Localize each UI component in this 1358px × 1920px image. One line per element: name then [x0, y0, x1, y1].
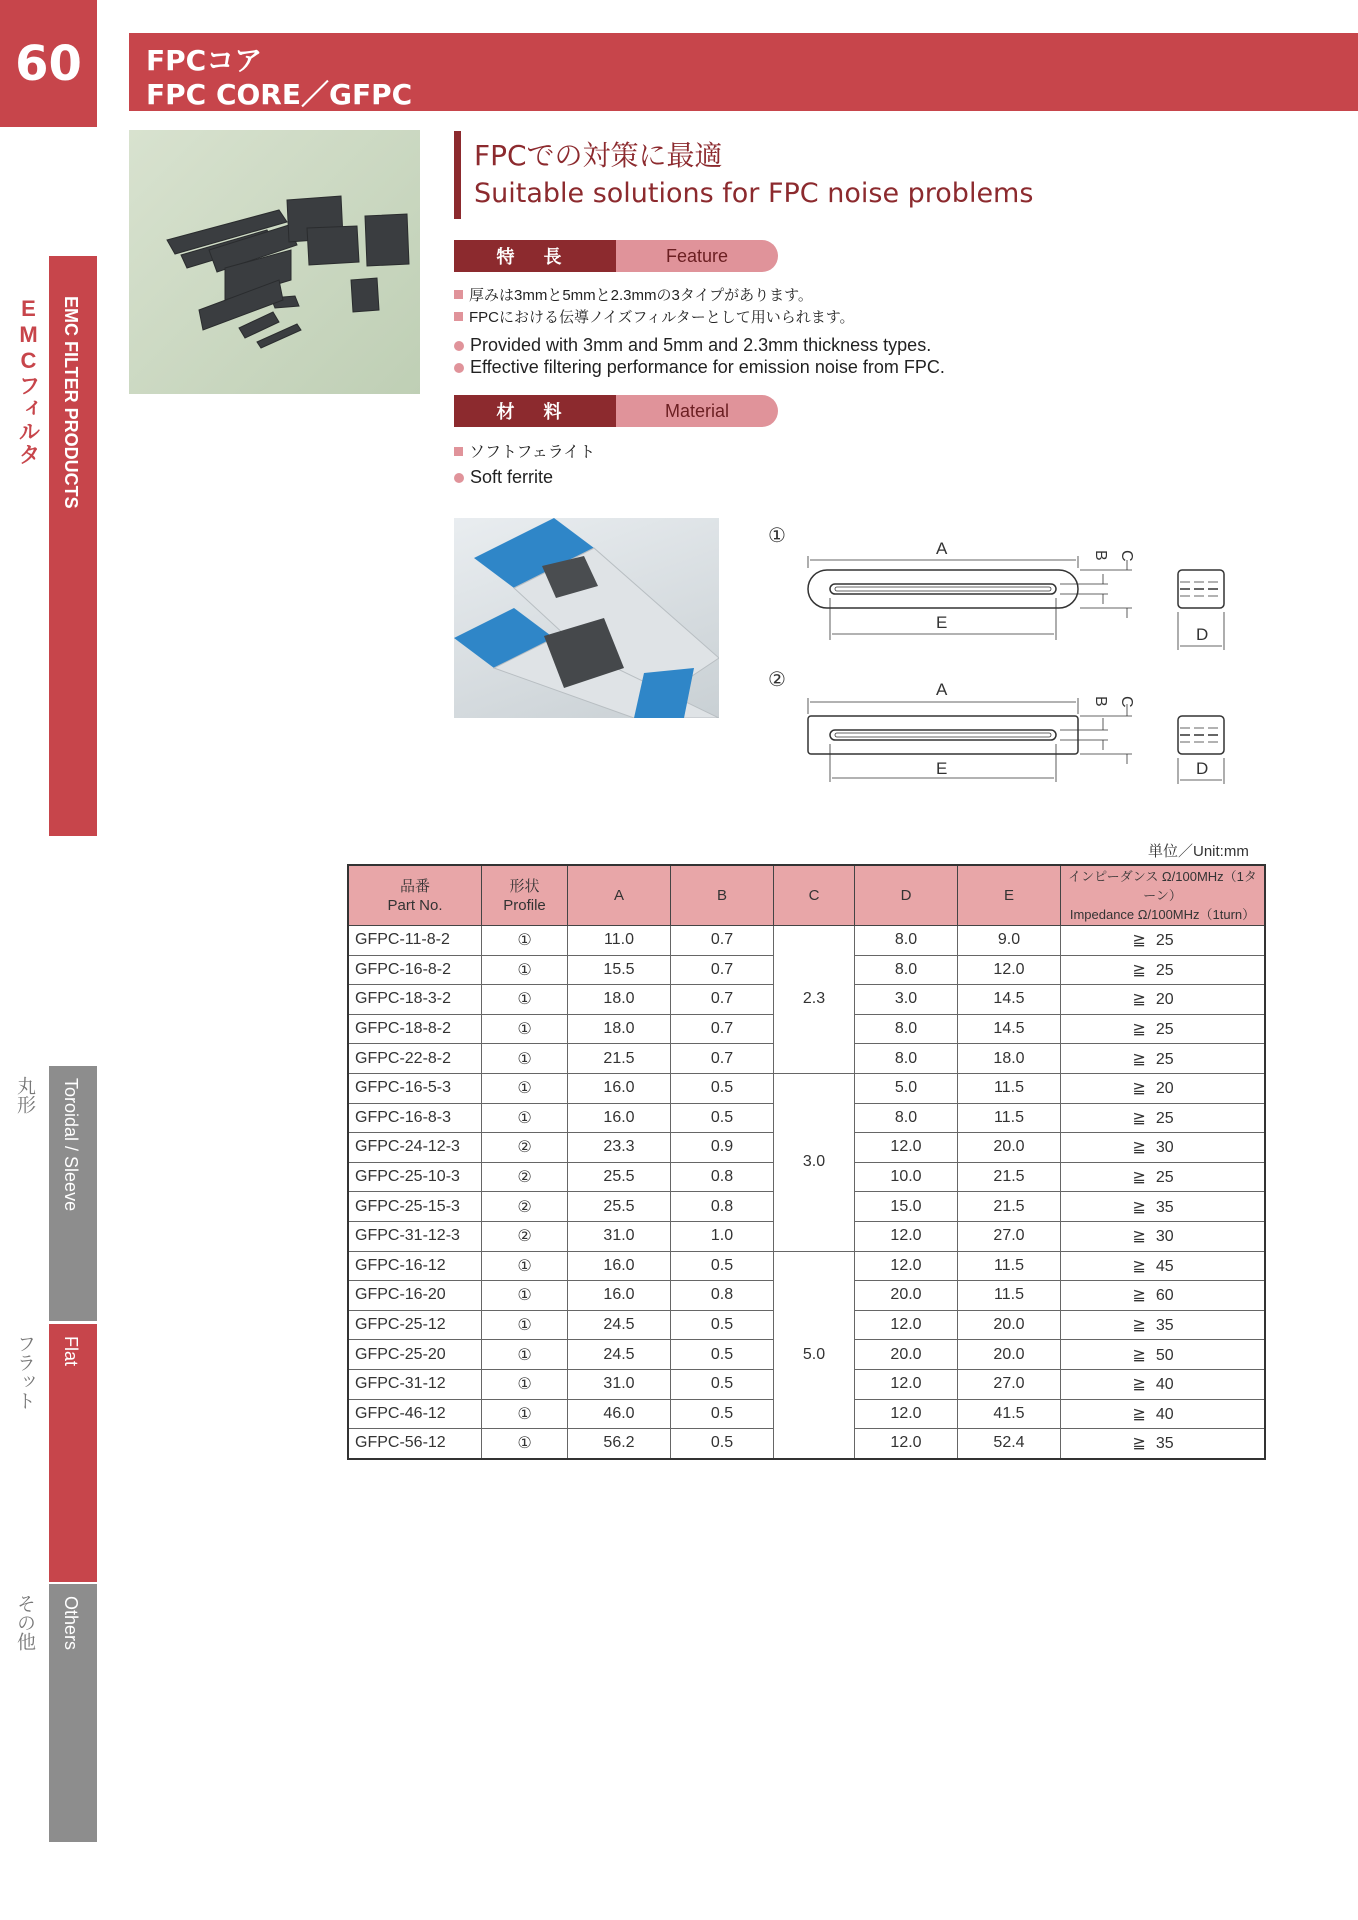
cell-profile: ① [482, 1369, 568, 1399]
header-part-en: Part No. [387, 896, 443, 914]
cell-d: 12.0 [855, 1429, 958, 1459]
header-impedance [1061, 865, 1266, 926]
cell-b: 0.7 [671, 985, 774, 1015]
spec-table-body [348, 926, 1265, 1459]
cell-a: 24.5 [568, 1340, 671, 1370]
table-row [348, 1251, 1265, 1281]
cell-e: 11.5 [958, 1073, 1061, 1103]
cell-e: 9.0 [958, 926, 1061, 956]
header-profile-en: Profile [503, 896, 546, 914]
application-photo [454, 518, 719, 718]
cell-part-no: GFPC-18-8-2 [348, 1014, 482, 1044]
cell-profile: ① [482, 1310, 568, 1340]
cell-a: 25.5 [568, 1192, 671, 1222]
cell-a: 23.3 [568, 1133, 671, 1163]
cell-profile: ① [482, 985, 568, 1015]
cell-impedance [1061, 1192, 1266, 1222]
cell-part-no: GFPC-11-8-2 [348, 926, 482, 956]
cell-e: 20.0 [958, 1133, 1061, 1163]
cell-profile: ② [482, 1192, 568, 1222]
cell-b: 0.5 [671, 1073, 774, 1103]
cell-part-no: GFPC-25-15-3 [348, 1192, 482, 1222]
header-part-jp: 品番 [399, 877, 430, 895]
side-tab-jp-toroidal: 丸形 [14, 1076, 35, 1114]
impedance-number: 40 [1155, 1405, 1174, 1423]
heading-en: Suitable solutions for FPC noise problems [474, 178, 1034, 209]
cell-impedance [1061, 1340, 1266, 1370]
cell-e: 21.5 [958, 1192, 1061, 1222]
cell-c: 2.3 [774, 926, 855, 1074]
dim-e-2: E [936, 759, 948, 778]
cell-d: 8.0 [855, 1014, 958, 1044]
cell-b: 0.7 [671, 955, 774, 985]
cell-b: 0.5 [671, 1399, 774, 1429]
impedance-value [1133, 1167, 1193, 1187]
cell-impedance [1061, 1310, 1266, 1340]
cell-part-no: GFPC-16-12 [348, 1251, 482, 1281]
cell-a: 31.0 [568, 1369, 671, 1399]
impedance-value [1133, 1019, 1193, 1039]
feature-label [454, 240, 778, 272]
cell-d: 8.0 [855, 926, 958, 956]
profile-2-drawing [808, 716, 1224, 754]
impedance-value [1133, 930, 1193, 950]
table-row [348, 926, 1265, 956]
cell-a: 18.0 [568, 985, 671, 1015]
header-imp-jp: インピーダンス Ω/100MHz（1ターン） [1068, 869, 1257, 903]
side-tab-others[interactable] [49, 1584, 97, 1842]
dim-c-1: C [1118, 550, 1135, 562]
cell-e: 11.5 [958, 1281, 1061, 1311]
cell-a: 16.0 [568, 1103, 671, 1133]
cell-e: 52.4 [958, 1429, 1061, 1459]
ge-symbol: ≧ [1132, 1287, 1146, 1305]
feature-jp-1 [454, 284, 813, 305]
impedance-value [1133, 1285, 1193, 1305]
title-bar [129, 33, 1358, 111]
feature-jp-1-text: 厚みは3mmと5mmと2.3mmの3タイプがあります。 [469, 287, 813, 304]
cell-a: 24.5 [568, 1310, 671, 1340]
impedance-number: 25 [1155, 1109, 1174, 1127]
cell-e: 27.0 [958, 1369, 1061, 1399]
header-c: C [774, 865, 855, 926]
page-number: 60 [0, 0, 97, 127]
feature-en-2-text: Effective filtering performance for emission noise from FPC. [470, 357, 945, 377]
cell-part-no: GFPC-24-12-3 [348, 1133, 482, 1163]
cell-e: 18.0 [958, 1044, 1061, 1074]
cell-impedance [1061, 1399, 1266, 1429]
impedance-number: 35 [1155, 1198, 1174, 1216]
cell-part-no: GFPC-25-20 [348, 1340, 482, 1370]
cell-profile: ① [482, 1281, 568, 1311]
cell-d: 12.0 [855, 1221, 958, 1251]
side-tab-jp-flat: フラット [14, 1334, 35, 1410]
header-profile-jp: 形状 [509, 877, 540, 895]
side-tab-toroidal[interactable] [49, 1066, 97, 1321]
cell-profile: ① [482, 1251, 568, 1281]
impedance-number: 25 [1155, 1021, 1174, 1039]
side-tab-en-others: Others [61, 1596, 81, 1651]
cell-d: 10.0 [855, 1162, 958, 1192]
side-tab-en-flat: Flat [61, 1336, 81, 1367]
dim-a-2: A [936, 680, 948, 699]
cell-impedance [1061, 1014, 1266, 1044]
cell-d: 20.0 [855, 1281, 958, 1311]
cell-part-no: GFPC-16-8-3 [348, 1103, 482, 1133]
impedance-value [1133, 1256, 1193, 1276]
table-header-row [348, 865, 1265, 926]
cell-b: 0.7 [671, 926, 774, 956]
application-photo-image [454, 518, 719, 718]
ge-symbol: ≧ [1132, 932, 1146, 950]
feature-label-jp: 特 長 [454, 240, 616, 272]
cell-e: 11.5 [958, 1251, 1061, 1281]
impedance-number: 20 [1155, 991, 1174, 1009]
ge-symbol: ≧ [1132, 1139, 1146, 1157]
impedance-number: 25 [1155, 1169, 1174, 1187]
cell-part-no: GFPC-16-8-2 [348, 955, 482, 985]
ge-symbol: ≧ [1132, 1080, 1146, 1098]
material-label-jp: 材 料 [454, 395, 616, 427]
cell-a: 16.0 [568, 1251, 671, 1281]
cell-part-no: GFPC-56-12 [348, 1429, 482, 1459]
cell-c: 3.0 [774, 1073, 855, 1251]
impedance-value [1133, 1108, 1193, 1128]
cell-profile: ② [482, 1221, 568, 1251]
cell-b: 1.0 [671, 1221, 774, 1251]
header-b: B [671, 865, 774, 926]
material-jp-text: ソフトフェライト [469, 444, 596, 461]
feature-jp-2 [454, 306, 855, 327]
cell-part-no: GFPC-31-12-3 [348, 1221, 482, 1251]
header-part [348, 865, 482, 926]
square-bullet-icon [454, 290, 463, 299]
dimension-diagram [760, 518, 1270, 788]
header-profile [482, 865, 568, 926]
cell-impedance [1061, 1429, 1266, 1459]
cell-d: 12.0 [855, 1133, 958, 1163]
cell-d: 20.0 [855, 1340, 958, 1370]
ge-symbol: ≧ [1132, 1021, 1146, 1039]
cell-b: 0.5 [671, 1369, 774, 1399]
title-jp: FPCコア [146, 44, 263, 77]
cell-e: 21.5 [958, 1162, 1061, 1192]
cell-impedance [1061, 985, 1266, 1015]
feature-en-1 [454, 335, 931, 356]
material-label-en: Material [616, 395, 778, 427]
cell-a: 18.0 [568, 1014, 671, 1044]
ge-symbol: ≧ [1132, 1257, 1146, 1275]
impedance-value [1133, 1315, 1193, 1335]
impedance-number: 40 [1155, 1376, 1174, 1394]
cell-b: 0.7 [671, 1044, 774, 1074]
spec-table [347, 864, 1266, 1460]
cell-b: 0.5 [671, 1103, 774, 1133]
header-d: D [855, 865, 958, 926]
ge-symbol: ≧ [1132, 1346, 1146, 1364]
cell-profile: ① [482, 1399, 568, 1429]
ge-symbol: ≧ [1132, 1376, 1146, 1394]
side-tab-en-toroidal: Toroidal / Sleeve [61, 1078, 81, 1212]
cell-impedance [1061, 955, 1266, 985]
impedance-number: 25 [1155, 1050, 1174, 1068]
dot-bullet-icon [454, 341, 464, 351]
cell-a: 11.0 [568, 926, 671, 956]
cell-b: 0.5 [671, 1429, 774, 1459]
impedance-number: 25 [1155, 932, 1174, 950]
cell-profile: ② [482, 1162, 568, 1192]
cell-d: 3.0 [855, 985, 958, 1015]
ge-symbol: ≧ [1132, 1169, 1146, 1187]
dim-b-1: B [1092, 550, 1109, 561]
cell-d: 12.0 [855, 1399, 958, 1429]
cell-d: 15.0 [855, 1192, 958, 1222]
square-bullet-icon [454, 312, 463, 321]
cell-part-no: GFPC-25-10-3 [348, 1162, 482, 1192]
product-photo-image [129, 130, 420, 394]
cell-e: 20.0 [958, 1310, 1061, 1340]
dim-d-1: D [1196, 625, 1209, 644]
material-jp [454, 439, 595, 462]
title-en: FPC CORE／GFPC [146, 78, 413, 111]
impedance-number: 30 [1155, 1228, 1174, 1246]
cell-impedance [1061, 1369, 1266, 1399]
ge-symbol: ≧ [1132, 1405, 1146, 1423]
feature-en-1-text: Provided with 3mm and 5mm and 2.3mm thickness types. [470, 335, 932, 355]
impedance-value [1133, 1345, 1193, 1365]
cell-b: 0.9 [671, 1133, 774, 1163]
impedance-value [1133, 960, 1193, 980]
cell-part-no: GFPC-31-12 [348, 1369, 482, 1399]
cell-d: 8.0 [855, 1103, 958, 1133]
impedance-number: 60 [1155, 1287, 1174, 1305]
cell-e: 11.5 [958, 1103, 1061, 1133]
cell-impedance [1061, 1251, 1266, 1281]
side-section-en: EMC FILTER PRODUCTS [61, 296, 81, 509]
feature-en-2 [454, 357, 945, 378]
cell-profile: ② [482, 1133, 568, 1163]
impedance-number: 35 [1155, 1317, 1174, 1335]
impedance-value [1133, 1226, 1193, 1246]
dot-bullet-icon [454, 363, 464, 373]
profile-1-marker: ① [768, 525, 786, 547]
dot-bullet-icon [454, 473, 464, 483]
impedance-number: 45 [1155, 1257, 1174, 1275]
ge-symbol: ≧ [1132, 991, 1146, 1009]
cell-impedance [1061, 926, 1266, 956]
cell-d: 8.0 [855, 1044, 958, 1074]
dim-e-1: E [936, 613, 948, 632]
ge-symbol: ≧ [1132, 1317, 1146, 1335]
cell-a: 15.5 [568, 955, 671, 985]
side-section-tab[interactable] [49, 256, 97, 836]
cell-impedance [1061, 1133, 1266, 1163]
cell-profile: ① [482, 1429, 568, 1459]
cell-part-no: GFPC-46-12 [348, 1399, 482, 1429]
ge-symbol: ≧ [1132, 1050, 1146, 1068]
product-photo [129, 130, 420, 394]
material-en [454, 467, 553, 488]
cell-e: 27.0 [958, 1221, 1061, 1251]
dim-d-2: D [1196, 759, 1209, 778]
profile-2-marker: ② [768, 669, 786, 691]
cell-b: 0.8 [671, 1281, 774, 1311]
cell-a: 25.5 [568, 1162, 671, 1192]
ge-symbol: ≧ [1132, 1228, 1146, 1246]
cell-profile: ① [482, 1073, 568, 1103]
ge-symbol: ≧ [1132, 1198, 1146, 1216]
ge-symbol: ≧ [1132, 1109, 1146, 1127]
cell-a: 16.0 [568, 1281, 671, 1311]
material-label [454, 395, 778, 427]
cell-part-no: GFPC-16-20 [348, 1281, 482, 1311]
square-bullet-icon [454, 447, 463, 456]
dim-c-2: C [1118, 696, 1135, 708]
impedance-value [1133, 1197, 1193, 1217]
cell-part-no: GFPC-18-3-2 [348, 985, 482, 1015]
cell-d: 12.0 [855, 1369, 958, 1399]
cell-a: 16.0 [568, 1073, 671, 1103]
cell-impedance [1061, 1281, 1266, 1311]
header-a: A [568, 865, 671, 926]
cell-impedance [1061, 1073, 1266, 1103]
impedance-number: 35 [1155, 1435, 1174, 1453]
impedance-value [1133, 1078, 1193, 1098]
cell-b: 0.8 [671, 1192, 774, 1222]
material-en-text: Soft ferrite [470, 467, 554, 487]
dim-b-2: B [1092, 696, 1109, 707]
cell-d: 12.0 [855, 1251, 958, 1281]
impedance-value [1133, 1374, 1193, 1394]
cell-a: 56.2 [568, 1429, 671, 1459]
header-e: E [958, 865, 1061, 926]
cell-e: 12.0 [958, 955, 1061, 985]
cell-e: 41.5 [958, 1399, 1061, 1429]
cell-b: 0.5 [671, 1310, 774, 1340]
header-imp-en: Impedance Ω/100MHz（1turn） [1069, 907, 1256, 922]
cell-d: 5.0 [855, 1073, 958, 1103]
impedance-number: 20 [1155, 1080, 1174, 1098]
side-tab-flat[interactable] [49, 1324, 97, 1582]
feature-label-en: Feature [616, 240, 778, 272]
cell-profile: ① [482, 1014, 568, 1044]
cell-e: 14.5 [958, 985, 1061, 1015]
cell-profile: ① [482, 1340, 568, 1370]
feature-jp-2-text: FPCにおける伝導ノイズフィルターとして用いられます。 [469, 309, 855, 326]
heading-jp: FPCでの対策に最適 [474, 139, 723, 172]
cell-profile: ① [482, 955, 568, 985]
cell-impedance [1061, 1221, 1266, 1251]
impedance-value [1133, 1404, 1193, 1424]
unit-label: 単位／Unit:mm [1148, 843, 1249, 860]
cell-b: 0.8 [671, 1162, 774, 1192]
cell-e: 20.0 [958, 1340, 1061, 1370]
cell-a: 21.5 [568, 1044, 671, 1074]
cell-impedance [1061, 1103, 1266, 1133]
profile-1-drawing [808, 570, 1224, 608]
impedance-value [1133, 1433, 1193, 1453]
cell-d: 8.0 [855, 955, 958, 985]
profile-2-dimensions [808, 698, 1224, 784]
cell-e: 14.5 [958, 1014, 1061, 1044]
impedance-number: 25 [1155, 961, 1174, 979]
ge-symbol: ≧ [1132, 961, 1146, 979]
cell-part-no: GFPC-25-12 [348, 1310, 482, 1340]
cell-impedance [1061, 1044, 1266, 1074]
impedance-number: 30 [1155, 1139, 1174, 1157]
cell-d: 12.0 [855, 1310, 958, 1340]
side-section-jp: EMCフィルタ [16, 296, 41, 466]
cell-b: 0.5 [671, 1340, 774, 1370]
cell-a: 31.0 [568, 1221, 671, 1251]
cell-b: 0.5 [671, 1251, 774, 1281]
cell-a: 46.0 [568, 1399, 671, 1429]
cell-profile: ① [482, 1103, 568, 1133]
table-row [348, 1073, 1265, 1103]
cell-c: 5.0 [774, 1251, 855, 1459]
side-tab-jp-others: その他 [14, 1594, 35, 1651]
cell-part-no: GFPC-22-8-2 [348, 1044, 482, 1074]
cell-profile: ① [482, 1044, 568, 1074]
cell-profile: ① [482, 926, 568, 956]
cell-impedance [1061, 1162, 1266, 1192]
dim-a-1: A [936, 539, 948, 558]
heading-accent-bar [454, 131, 461, 219]
impedance-value [1133, 989, 1193, 1009]
impedance-value [1133, 1049, 1193, 1069]
ge-symbol: ≧ [1132, 1435, 1146, 1453]
cell-part-no: GFPC-16-5-3 [348, 1073, 482, 1103]
impedance-number: 50 [1155, 1346, 1174, 1364]
cell-b: 0.7 [671, 1014, 774, 1044]
impedance-value [1133, 1137, 1193, 1157]
